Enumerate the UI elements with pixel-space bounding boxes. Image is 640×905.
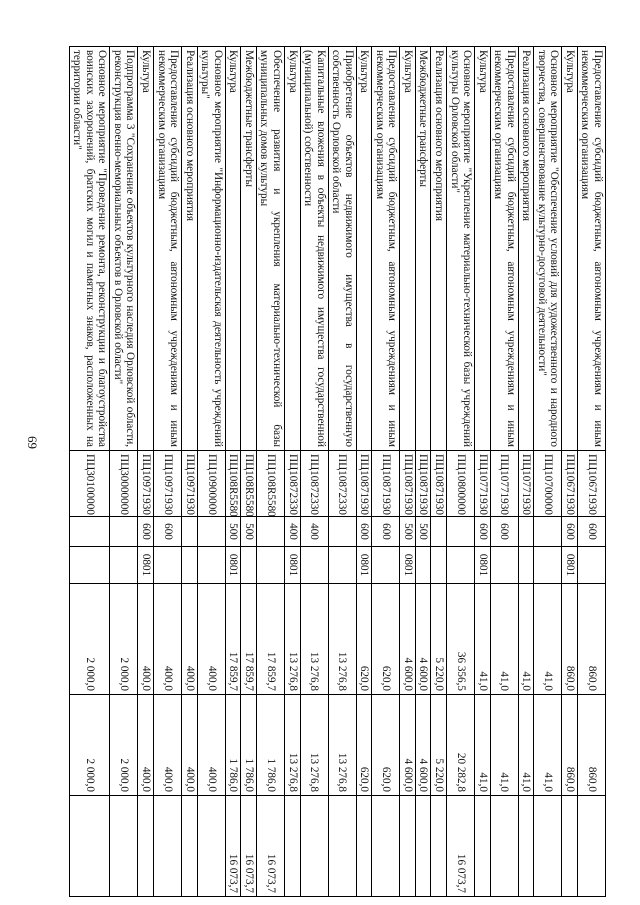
row-name: Предоставление субсидий бюджетным, автономным учреждениям и иным некоммерческим организациям	[372, 47, 400, 451]
section-code: 0801	[400, 547, 416, 584]
expense-type: 500	[400, 517, 416, 547]
row-name: Капитальные вложения в объекты недвижимого имущества государственной (муниципальной) собственности	[300, 47, 328, 451]
expense-type	[328, 517, 356, 547]
row-name: Предоставление субсидий бюджетным, автономным учреждениям и иным некоммерческим организациям	[154, 47, 182, 451]
row-name: Основное мероприятие "Обеспечение условий для художественного и народного творчества, совершенствование культурно-досуговой деятельности"	[534, 47, 562, 451]
row-name: Предоставление субсидий бюджетным, автономным учреждениям и иным некоммерческим организациям	[577, 47, 605, 451]
regional-budget-amount: 860,0	[562, 695, 578, 796]
federal-budget-amount	[356, 796, 372, 897]
total-amount: 400,0	[182, 584, 198, 695]
target-code: ПЦ10871930	[431, 451, 447, 517]
target-code: ПЦ10872330	[284, 451, 300, 517]
regional-budget-amount: 1 786,0	[256, 695, 284, 796]
expense-type	[69, 517, 110, 547]
table-row	[534, 47, 562, 897]
federal-budget-amount: 16 073,7	[256, 796, 284, 897]
row-name: Обеспечение развития и укрепления материально-технической базы муниципальных домов культуры	[256, 47, 284, 451]
table-row	[300, 47, 328, 897]
section-code	[415, 547, 431, 584]
budget-table	[69, 46, 606, 897]
federal-budget-amount	[534, 796, 562, 897]
target-code: ПЦ10771930	[518, 451, 534, 517]
target-code: ПЦ10671930	[562, 451, 578, 517]
row-name: Приобретение объектов недвижимого имущества в государственную собственность Орловской области	[328, 47, 356, 451]
expense-type	[446, 517, 474, 547]
regional-budget-amount: 5 220,0	[431, 695, 447, 796]
total-amount: 41,0	[518, 584, 534, 695]
target-code: ПЦ10771930	[475, 451, 491, 517]
federal-budget-amount: 16 073,7	[225, 796, 241, 897]
table-row	[69, 47, 110, 897]
total-amount: 13 276,8	[300, 584, 328, 695]
row-name: Культура	[138, 47, 154, 451]
section-code	[534, 547, 562, 584]
regional-budget-amount: 4 600,0	[400, 695, 416, 796]
expense-type	[518, 517, 534, 547]
total-amount: 17 859,7	[256, 584, 284, 695]
target-code: ПЦ108R5580	[225, 451, 241, 517]
total-amount: 41,0	[490, 584, 518, 695]
row-name: Культура	[400, 47, 416, 451]
federal-budget-amount	[475, 796, 491, 897]
regional-budget-amount: 41,0	[534, 695, 562, 796]
target-code: ПЦ10871930	[356, 451, 372, 517]
regional-budget-amount: 41,0	[475, 695, 491, 796]
expense-type: 600	[154, 517, 182, 547]
row-name: Межбюджетные трансферты	[415, 47, 431, 451]
expense-type: 500	[241, 517, 257, 547]
federal-budget-amount	[284, 796, 300, 897]
expense-type: 600	[562, 517, 578, 547]
table-row	[518, 47, 534, 897]
federal-budget-amount	[415, 796, 431, 897]
regional-budget-amount: 1 786,0	[225, 695, 241, 796]
table-row	[284, 47, 300, 897]
expense-type	[534, 517, 562, 547]
table-row	[562, 47, 578, 897]
row-name: Реализация основного мероприятия	[182, 47, 198, 451]
section-code	[69, 547, 110, 584]
section-code: 0801	[138, 547, 154, 584]
table-row	[577, 47, 605, 897]
table-row	[256, 47, 284, 897]
section-code: 0801	[284, 547, 300, 584]
target-code: ПЦ10871930	[400, 451, 416, 517]
regional-budget-amount: 13 276,8	[300, 695, 328, 796]
total-amount: 41,0	[475, 584, 491, 695]
target-code: ПЦ10671930	[577, 451, 605, 517]
regional-budget-amount: 400,0	[197, 695, 225, 796]
section-code	[328, 547, 356, 584]
table-row	[110, 47, 138, 897]
section-code	[372, 547, 400, 584]
total-amount: 41,0	[534, 584, 562, 695]
section-code: 0801	[562, 547, 578, 584]
row-name: Культура	[356, 47, 372, 451]
expense-type: 600	[356, 517, 372, 547]
expense-type: 600	[577, 517, 605, 547]
table-row	[197, 47, 225, 897]
table-row	[356, 47, 372, 897]
section-code: 0801	[356, 547, 372, 584]
total-amount: 2 000,0	[110, 584, 138, 695]
target-code: ПЦ10971930	[182, 451, 198, 517]
total-amount: 17 859,7	[241, 584, 257, 695]
federal-budget-amount	[577, 796, 605, 897]
rotated-page-content	[56, 46, 606, 896]
total-amount: 17 859,7	[225, 584, 241, 695]
regional-budget-amount: 13 276,8	[284, 695, 300, 796]
regional-budget-amount: 620,0	[356, 695, 372, 796]
target-code: ПЦ30100000	[69, 451, 110, 517]
federal-budget-amount	[372, 796, 400, 897]
expense-type	[256, 517, 284, 547]
section-code	[110, 547, 138, 584]
total-amount: 620,0	[356, 584, 372, 695]
regional-budget-amount: 1 786,0	[241, 695, 257, 796]
section-code	[182, 547, 198, 584]
target-code: ПЦ10771930	[490, 451, 518, 517]
section-code	[446, 547, 474, 584]
target-code: ПЦ30000000	[110, 451, 138, 517]
table-row	[225, 47, 241, 897]
federal-budget-amount	[138, 796, 154, 897]
section-code	[490, 547, 518, 584]
target-code: ПЦ10872330	[300, 451, 328, 517]
row-name: Подпрограмма 3 "Сохранение объектов культурного наследия Орловской области, реконструкция военно-мемориальных объектов в Орловской области"	[110, 47, 138, 451]
table-row	[400, 47, 416, 897]
target-code: ПЦ10871930	[415, 451, 431, 517]
federal-budget-amount	[110, 796, 138, 897]
total-amount: 2 000,0	[69, 584, 110, 695]
target-code: ПЦ108R5580	[241, 451, 257, 517]
target-code: ПЦ10872330	[328, 451, 356, 517]
total-amount: 860,0	[562, 584, 578, 695]
target-code: ПЦ10700000	[534, 451, 562, 517]
regional-budget-amount: 41,0	[518, 695, 534, 796]
expense-type: 400	[300, 517, 328, 547]
row-name: Культура	[225, 47, 241, 451]
total-amount: 5 220,0	[431, 584, 447, 695]
table-row	[446, 47, 474, 897]
row-name: Реализация основного мероприятия	[518, 47, 534, 451]
row-name: Реализация основного мероприятия	[431, 47, 447, 451]
table-row	[372, 47, 400, 897]
table-row	[182, 47, 198, 897]
target-code: ПЦ10800000	[446, 451, 474, 517]
regional-budget-amount: 2 000,0	[69, 695, 110, 796]
expense-type: 500	[415, 517, 431, 547]
section-code: 0801	[475, 547, 491, 584]
total-amount: 400,0	[138, 584, 154, 695]
table-row	[241, 47, 257, 897]
expense-type: 600	[490, 517, 518, 547]
total-amount: 4 600,0	[400, 584, 416, 695]
section-code	[256, 547, 284, 584]
total-amount: 36 356,5	[446, 584, 474, 695]
section-code	[518, 547, 534, 584]
regional-budget-amount: 400,0	[138, 695, 154, 796]
expense-type: 500	[225, 517, 241, 547]
federal-budget-amount	[490, 796, 518, 897]
section-code	[577, 547, 605, 584]
row-name: Основное мероприятие "Укрепление материально-технической базы учреждений культуры Орловской области"	[446, 47, 474, 451]
regional-budget-amount: 20 282,8	[446, 695, 474, 796]
total-amount: 4 600,0	[415, 584, 431, 695]
table-row	[490, 47, 518, 897]
table-row	[415, 47, 431, 897]
regional-budget-amount: 13 276,8	[328, 695, 356, 796]
table-row	[138, 47, 154, 897]
total-amount: 13 276,8	[284, 584, 300, 695]
table-row	[154, 47, 182, 897]
regional-budget-amount: 400,0	[154, 695, 182, 796]
row-name: Межбюджетные трансферты	[241, 47, 257, 451]
expense-type	[197, 517, 225, 547]
table-row	[431, 47, 447, 897]
federal-budget-amount	[328, 796, 356, 897]
federal-budget-amount	[431, 796, 447, 897]
federal-budget-amount	[182, 796, 198, 897]
target-code: ПЦ10900000	[197, 451, 225, 517]
federal-budget-amount	[400, 796, 416, 897]
regional-budget-amount: 41,0	[490, 695, 518, 796]
total-amount: 400,0	[154, 584, 182, 695]
section-code	[154, 547, 182, 584]
total-amount: 860,0	[577, 584, 605, 695]
total-amount: 620,0	[372, 584, 400, 695]
expense-type: 400	[284, 517, 300, 547]
row-name: Основное мероприятие "Информационно-издательская деятельность учреждений культуры"	[197, 47, 225, 451]
target-code: ПЦ10971930	[138, 451, 154, 517]
page-number: 69	[25, 436, 40, 449]
federal-budget-amount: 16 073,7	[241, 796, 257, 897]
expense-type: 600	[372, 517, 400, 547]
regional-budget-amount: 4 600,0	[415, 695, 431, 796]
expense-type	[110, 517, 138, 547]
row-name: Основное мероприятие "Проведение ремонта, реконструкции и благоустройства воинских захоронений, братских могил и памятных знаков, расположенных на территории области"	[69, 47, 110, 451]
total-amount: 13 276,8	[328, 584, 356, 695]
total-amount: 400,0	[197, 584, 225, 695]
row-name: Культура	[284, 47, 300, 451]
table-row	[475, 47, 491, 897]
federal-budget-amount	[300, 796, 328, 897]
target-code: ПЦ10971930	[154, 451, 182, 517]
section-code	[197, 547, 225, 584]
federal-budget-amount	[69, 796, 110, 897]
table-body	[69, 47, 605, 897]
federal-budget-amount: 16 073,7	[446, 796, 474, 897]
federal-budget-amount	[197, 796, 225, 897]
federal-budget-amount	[562, 796, 578, 897]
row-name: Культура	[562, 47, 578, 451]
expense-type	[431, 517, 447, 547]
regional-budget-amount: 860,0	[577, 695, 605, 796]
regional-budget-amount: 620,0	[372, 695, 400, 796]
section-code	[300, 547, 328, 584]
expense-type	[182, 517, 198, 547]
section-code	[431, 547, 447, 584]
row-name: Предоставление субсидий бюджетным, автономным учреждениям и иным некоммерческим организациям	[490, 47, 518, 451]
target-code: ПЦ108R5580	[256, 451, 284, 517]
expense-type: 600	[475, 517, 491, 547]
row-name: Культура	[475, 47, 491, 451]
target-code: ПЦ10871930	[372, 451, 400, 517]
regional-budget-amount: 2 000,0	[110, 695, 138, 796]
section-code	[241, 547, 257, 584]
federal-budget-amount	[518, 796, 534, 897]
section-code: 0801	[225, 547, 241, 584]
federal-budget-amount	[154, 796, 182, 897]
expense-type: 600	[138, 517, 154, 547]
table-row	[328, 47, 356, 897]
regional-budget-amount: 400,0	[182, 695, 198, 796]
